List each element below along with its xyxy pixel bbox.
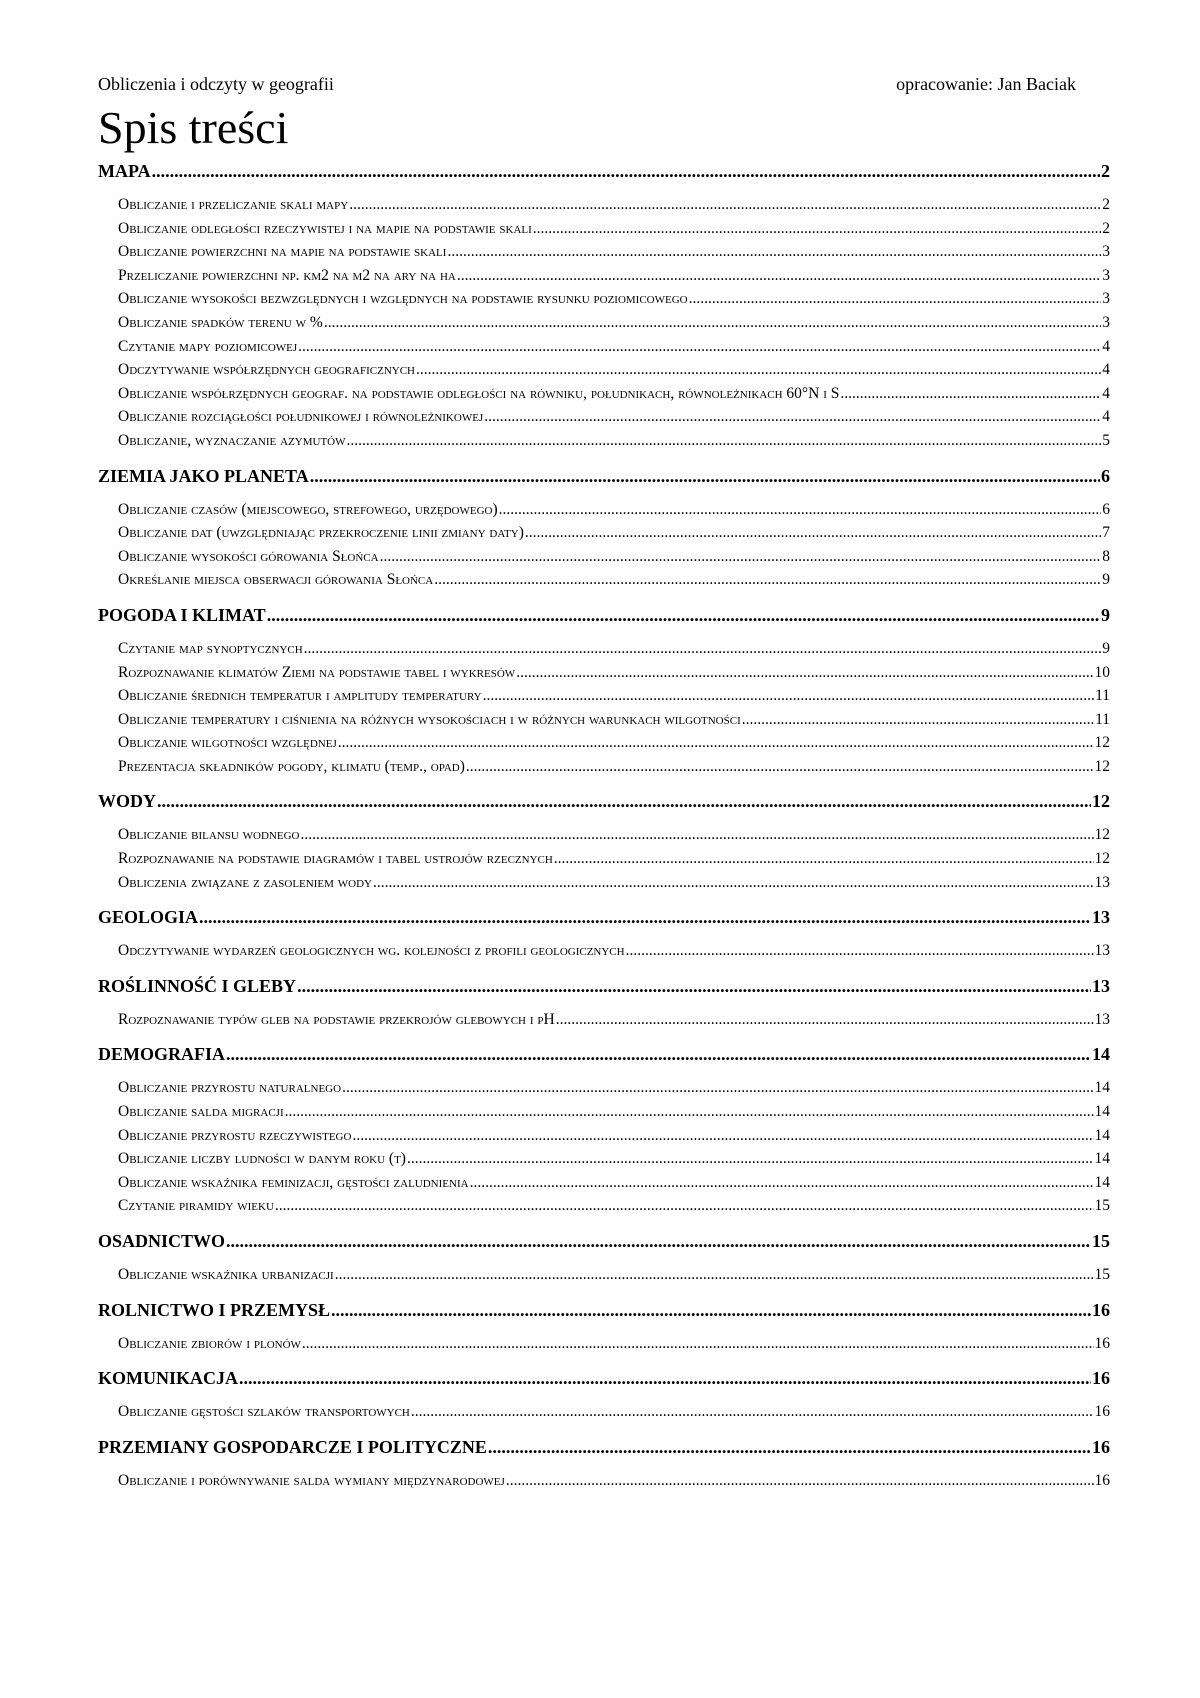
toc-entry-label: Obliczanie i porównywanie salda wymiany międzynarodowej: [118, 1471, 505, 1489]
toc-page-number: 14: [1094, 1079, 1110, 1097]
toc-entry[interactable]: [98, 1100, 1110, 1124]
toc-entry[interactable]: [98, 240, 1110, 264]
toc-section-label: ROŚLINNOŚĆ I GLEBY: [98, 975, 297, 996]
toc-entry[interactable]: [98, 755, 1110, 779]
toc-page-number: 3: [1102, 266, 1110, 284]
toc-page-number: 14: [1094, 1103, 1110, 1121]
toc-page-number: 4: [1102, 337, 1110, 355]
toc-entry[interactable]: [98, 1171, 1110, 1195]
dot-leader: [483, 684, 1094, 708]
toc-entry-label: Obliczanie odległości rzeczywistej i na mapie na podstawie skali: [118, 219, 532, 237]
dot-leader: [304, 637, 1102, 661]
toc-entry-label: Obliczanie dat (uwzględniając przekroczenie linii zmiany daty): [118, 524, 524, 542]
toc-page-number: 16: [1092, 1436, 1110, 1457]
toc-entry-label: Obliczanie wysokości górowania Słońca: [118, 547, 379, 565]
dot-leader: [267, 604, 1100, 627]
toc-entry[interactable]: [98, 405, 1110, 429]
toc-page-number: 7: [1102, 524, 1110, 542]
header-title: Obliczenia i odczyty w geografii: [98, 74, 334, 94]
toc-page-number: 4: [1102, 408, 1110, 426]
toc-entry[interactable]: [98, 521, 1110, 545]
dot-leader: [380, 545, 1102, 569]
toc-page-number: 13: [1094, 873, 1110, 891]
toc-page-number: 14: [1094, 1126, 1110, 1144]
toc-section[interactable]: [98, 1436, 1110, 1459]
toc-page-number: 14: [1094, 1173, 1110, 1191]
dot-leader: [347, 429, 1102, 453]
toc-entry-label: Obliczanie wskaźnika feminizacji, gęstości zaludnienia: [118, 1173, 469, 1191]
toc-entry[interactable]: [98, 1008, 1110, 1032]
toc-entry[interactable]: [98, 1263, 1110, 1287]
toc-entry-label: Prezentacja składników pogody, klimatu (temp., opad): [118, 757, 465, 775]
toc-page-number: 8: [1102, 547, 1110, 565]
toc-page-number: 16: [1094, 1403, 1110, 1421]
toc-entry-label: Obliczanie i przeliczanie skali mapy: [118, 196, 349, 213]
toc-entry[interactable]: [98, 1076, 1110, 1100]
toc-entry-label: Obliczanie zbiorów i plonów: [118, 1334, 301, 1352]
dot-leader: [298, 335, 1101, 359]
dot-leader: [499, 498, 1102, 522]
dot-leader: [840, 382, 1101, 406]
toc-section[interactable]: [98, 1299, 1110, 1322]
toc-entry-label: Obliczanie liczby ludności w danym roku (t): [118, 1150, 406, 1168]
toc-section[interactable]: [98, 1230, 1110, 1253]
toc-entry-label: Przeliczanie powierzchni np. km2 na m2 na ary na ha: [118, 266, 456, 284]
toc-entry-label: Obliczanie salda migracji: [118, 1103, 284, 1121]
toc-page-number: 6: [1102, 500, 1110, 518]
dot-leader: [157, 790, 1091, 813]
toc-page-number: 16: [1092, 1299, 1110, 1320]
toc-entry-label: Odczytywanie współrzędnych geograficznych: [118, 361, 415, 379]
toc-section-label: DEMOGRAFIA: [98, 1044, 225, 1065]
toc-section-label: ROLNICTWO I PRZEMYSŁ: [98, 1299, 331, 1320]
toc-entry[interactable]: [98, 429, 1110, 453]
dot-leader: [506, 1469, 1094, 1493]
toc-page-number: 9: [1102, 639, 1110, 657]
dot-leader: [226, 1043, 1091, 1066]
toc-entry[interactable]: [98, 568, 1110, 592]
toc-page-number: 13: [1092, 907, 1110, 928]
toc-section[interactable]: [98, 906, 1110, 929]
toc-page-number: 13: [1094, 1010, 1110, 1028]
toc-entry[interactable]: [98, 637, 1110, 661]
toc-page-number: 5: [1102, 431, 1110, 449]
dot-leader: [516, 661, 1093, 685]
toc-section-label: KOMUNIKACJA: [98, 1368, 238, 1389]
toc-entry-label: Obliczanie temperatury i ciśnienia na różnych wysokościach i w różnych warunkach wilgotności: [118, 710, 741, 728]
dot-leader: [285, 1100, 1094, 1124]
toc-entry[interactable]: [98, 1124, 1110, 1148]
dot-leader: [342, 1076, 1093, 1100]
toc-entry-label: Obliczanie rozciągłości południkowej i równoleżnikowej: [118, 408, 484, 426]
dot-leader: [484, 405, 1101, 429]
dot-leader: [554, 847, 1094, 871]
toc-entry-label: Rozpoznawanie na podstawie diagramów i tabel ustrojów rzecznych: [118, 850, 553, 868]
toc-page-number: 14: [1092, 1044, 1110, 1065]
toc-page-number: 12: [1094, 826, 1110, 844]
table-of-contents: [98, 160, 1110, 1492]
page-header: [98, 74, 1076, 96]
dot-leader: [447, 240, 1101, 264]
toc-entry-label: Czytanie map synoptycznych: [118, 639, 303, 657]
toc-entry[interactable]: [98, 335, 1110, 359]
dot-leader: [199, 906, 1091, 929]
toc-entry[interactable]: [98, 311, 1110, 335]
toc-section-label: OSADNICTWO: [98, 1231, 226, 1251]
toc-section[interactable]: [98, 465, 1110, 488]
toc-entry[interactable]: [98, 358, 1110, 382]
toc-entry-label: Odczytywanie wydarzeń geologicznych wg. kolejności z profili geologicznych: [118, 942, 625, 960]
toc-entry-label: Obliczanie, wyznaczanie azymutów: [118, 431, 346, 449]
toc-section-label: WODY: [98, 791, 156, 812]
toc-page-number: 15: [1094, 1197, 1110, 1215]
dot-leader: [556, 1008, 1094, 1032]
toc-page-number: 3: [1102, 243, 1110, 261]
toc-entry[interactable]: [98, 545, 1110, 569]
toc-page-number: 11: [1095, 687, 1110, 705]
page-title: Spis treści: [98, 102, 289, 153]
toc-entry-label: Obliczanie wysokości bezwzględnych i względnych na podstawie rysunku poziomicowego: [118, 290, 688, 308]
dot-leader: [310, 465, 1100, 488]
toc-entry-label: Obliczanie przyrostu rzeczywistego: [118, 1126, 352, 1144]
toc-page-number: 10: [1094, 663, 1110, 681]
toc-entry[interactable]: [98, 708, 1110, 732]
toc-page-number: 2: [1102, 196, 1110, 213]
toc-page-number: 14: [1094, 1150, 1110, 1168]
header-author: opracowanie: Jan Baciak: [896, 74, 1076, 94]
toc-entry[interactable]: [98, 1469, 1110, 1493]
toc-entry[interactable]: [98, 684, 1110, 708]
dot-leader: [626, 939, 1094, 963]
toc-entry-label: Obliczenia związane z zasoleniem wody: [118, 873, 372, 891]
toc-entry[interactable]: [98, 382, 1110, 406]
toc-entry-label: Obliczanie przyrostu naturalnego: [118, 1079, 342, 1097]
toc-page-number: 12: [1094, 757, 1110, 775]
toc-entry[interactable]: [98, 1147, 1110, 1171]
toc-entry[interactable]: [98, 731, 1110, 755]
toc-entry[interactable]: [98, 661, 1110, 685]
dot-leader: [338, 731, 1094, 755]
dot-leader: [335, 1263, 1094, 1287]
dot-leader: [302, 1332, 1094, 1356]
toc-entry[interactable]: [98, 939, 1110, 963]
dot-leader: [742, 708, 1094, 732]
toc-entry-label: Obliczanie gęstości szlaków transportowych: [118, 1403, 410, 1421]
dot-leader: [324, 311, 1101, 335]
toc-section-label: POGODA I KLIMAT: [98, 604, 266, 625]
dot-leader: [275, 1194, 1094, 1218]
dot-leader: [416, 358, 1101, 382]
toc-section[interactable]: [98, 1367, 1110, 1390]
toc-entry[interactable]: [98, 217, 1110, 241]
toc-entry-label: Określanie miejsca obserwacji górowania Słońca: [118, 571, 434, 589]
dot-leader: [300, 823, 1093, 847]
dot-leader: [689, 287, 1102, 311]
toc-page-number: 2: [1102, 219, 1110, 237]
toc-page-number: 15: [1094, 1266, 1110, 1283]
toc-entry-label: Obliczanie średnich temperatur i amplitudy temperatury: [118, 687, 482, 705]
toc-entry-label: Obliczanie wskaźnika urbanizacji: [118, 1266, 334, 1283]
toc-section[interactable]: [98, 790, 1110, 813]
toc-section-label: MAPA: [98, 161, 151, 181]
toc-section[interactable]: [98, 604, 1110, 627]
toc-page-number: 16: [1094, 1334, 1110, 1352]
toc-entry[interactable]: [98, 264, 1110, 288]
toc-entry-label: Czytanie piramidy wieku: [118, 1197, 274, 1215]
toc-page-number: 3: [1102, 313, 1110, 331]
toc-page-number: 13: [1092, 975, 1110, 996]
toc-page-number: 12: [1094, 734, 1110, 752]
toc-entry[interactable]: [98, 871, 1110, 895]
toc-entry[interactable]: [98, 1194, 1110, 1218]
toc-page-number: 2: [1101, 161, 1110, 181]
dot-leader: [152, 160, 1100, 183]
dot-leader: [373, 871, 1094, 895]
toc-section[interactable]: [98, 1043, 1110, 1066]
dot-leader: [239, 1367, 1091, 1390]
toc-section-label: ZIEMIA JAKO PLANETA: [98, 465, 309, 486]
toc-page-number: 12: [1092, 791, 1110, 812]
toc-page-number: 9: [1101, 604, 1110, 625]
dot-leader: [411, 1400, 1094, 1424]
toc-entry-label: Rozpoznawanie klimatów Ziemi na podstawie tabel i wykresów: [118, 663, 516, 681]
toc-section-label: GEOLOGIA: [98, 907, 199, 928]
toc-page-number: 16: [1092, 1368, 1110, 1389]
toc-page-number: 11: [1095, 710, 1110, 728]
toc-section[interactable]: [98, 975, 1110, 998]
toc-entry-label: Obliczanie spadków terenu w %: [118, 313, 323, 331]
toc-page-number: 4: [1102, 384, 1110, 402]
toc-entry[interactable]: [98, 287, 1110, 311]
toc-section-label: PRZEMIANY GOSPODARCZE I POLITYCZNE: [98, 1436, 487, 1457]
toc-entry-label: Obliczanie bilansu wodnego: [118, 826, 300, 844]
dot-leader: [349, 193, 1101, 217]
toc-entry[interactable]: [98, 1332, 1110, 1356]
toc-section[interactable]: [98, 160, 1110, 183]
toc-entry-label: Czytanie mapy poziomicowej: [118, 337, 298, 355]
dot-leader: [407, 1147, 1094, 1171]
toc-page-number: 12: [1094, 850, 1110, 868]
dot-leader: [297, 975, 1091, 998]
toc-entry[interactable]: [98, 498, 1110, 522]
dot-leader: [470, 1171, 1094, 1195]
toc-page-number: 6: [1101, 465, 1110, 486]
toc-entry[interactable]: [98, 823, 1110, 847]
toc-page-number: 3: [1102, 290, 1110, 308]
toc-entry-label: Obliczanie czasów (miejscowego, strefowego, urzędowego): [118, 500, 498, 518]
dot-leader: [457, 264, 1101, 288]
toc-page-number: 15: [1092, 1231, 1110, 1251]
toc-entry-label: Obliczanie powierzchni na mapie na podstawie skali: [118, 243, 447, 261]
dot-leader: [226, 1230, 1091, 1253]
toc-entry-label: Obliczanie współrzędnych geograf. na podstawie odległości na równiku, południkach, równoleżnikach 60°N i S: [118, 384, 840, 402]
toc-page-number: 9: [1102, 571, 1110, 589]
toc-entry-label: Obliczanie wilgotności względnej: [118, 734, 337, 752]
dot-leader: [331, 1299, 1091, 1322]
toc-page-number: 4: [1102, 361, 1110, 379]
dot-leader: [352, 1124, 1093, 1148]
toc-entry[interactable]: [98, 1400, 1110, 1424]
toc-page-number: 13: [1094, 942, 1110, 960]
toc-entry[interactable]: [98, 193, 1110, 217]
dot-leader: [533, 217, 1101, 241]
toc-entry[interactable]: [98, 847, 1110, 871]
toc-entry-label: Rozpoznawanie typów gleb na podstawie przekrojów glebowych i pH: [118, 1010, 555, 1028]
toc-page-number: 16: [1094, 1471, 1110, 1489]
dot-leader: [466, 755, 1094, 779]
dot-leader: [488, 1436, 1091, 1459]
dot-leader: [525, 521, 1101, 545]
dot-leader: [434, 568, 1101, 592]
